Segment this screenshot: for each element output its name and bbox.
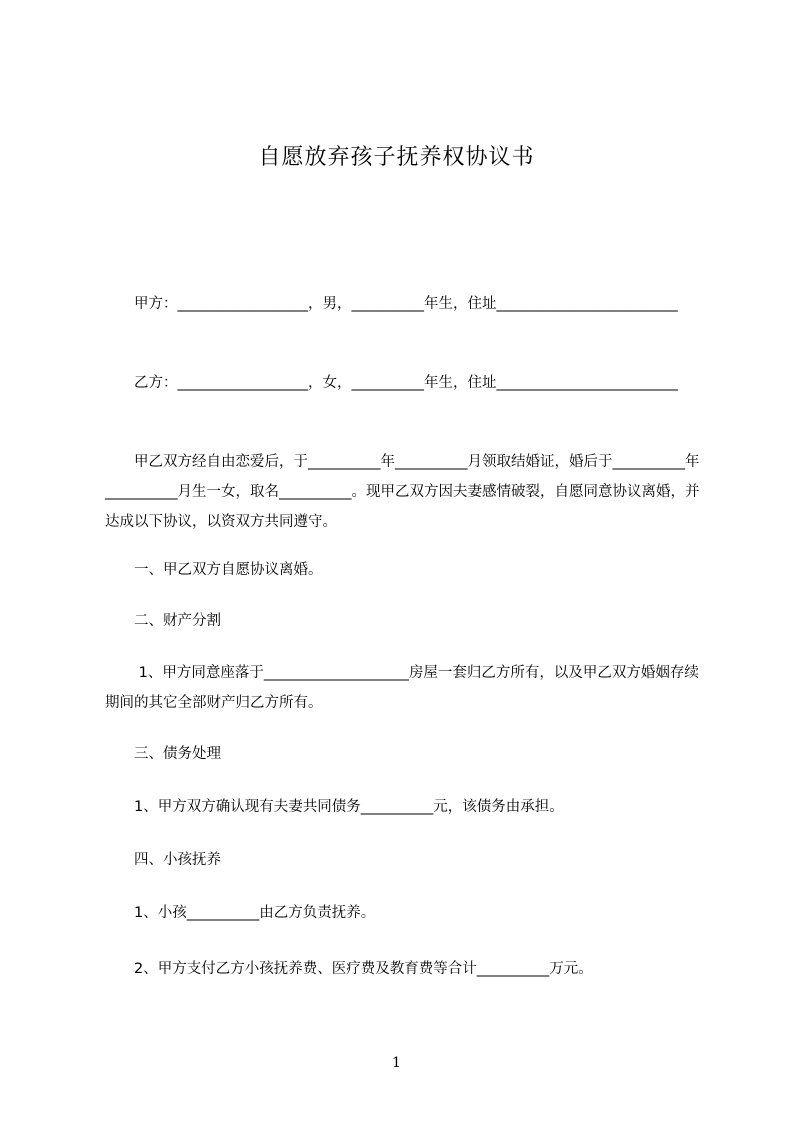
page-number: 1 — [392, 1055, 401, 1071]
clause-2-heading: 二、财产分割 — [105, 613, 221, 629]
party-b-line: 乙方：__________________，女，__________年生，住址_________________________ — [105, 375, 678, 391]
clause-4-heading: 四、小孩抚养 — [105, 852, 221, 868]
intro-paragraph: 甲乙双方经自由恋爱后，于__________年__________月领取结婚证，婚后于__________年__________月生一女，取名__________。现甲乙双方因夫妻感情破裂，自愿同意协议离婚，并达成以下协议，以资双方共同遵守。 — [105, 454, 700, 530]
party-a-line: 甲方：__________________，男，__________年生，住址_________________________ — [105, 296, 678, 312]
clause-1: 一、甲乙双方自愿协议离婚。 — [105, 562, 323, 578]
clause-2-item-1: 1、甲方同意座落于____________________房屋一套归乙方所有，以及甲乙双方婚姻存续期间的其它全部财产归乙方所有。 — [105, 665, 699, 711]
document-title: 自愿放弃孩子抚养权协议书 — [258, 145, 535, 170]
clause-3-heading: 三、债务处理 — [105, 746, 221, 762]
clause-4-item-1: 1、小孩__________由乙方负责抚养。 — [105, 905, 376, 921]
clause-4-item-2: 2、甲方支付乙方小孩抚养费、医疗费及教育费等合计__________万元。 — [105, 961, 593, 977]
clause-3-item-1: 1、甲方双方确认现有夫妻共同债务__________元，该债务由承担。 — [105, 799, 564, 815]
